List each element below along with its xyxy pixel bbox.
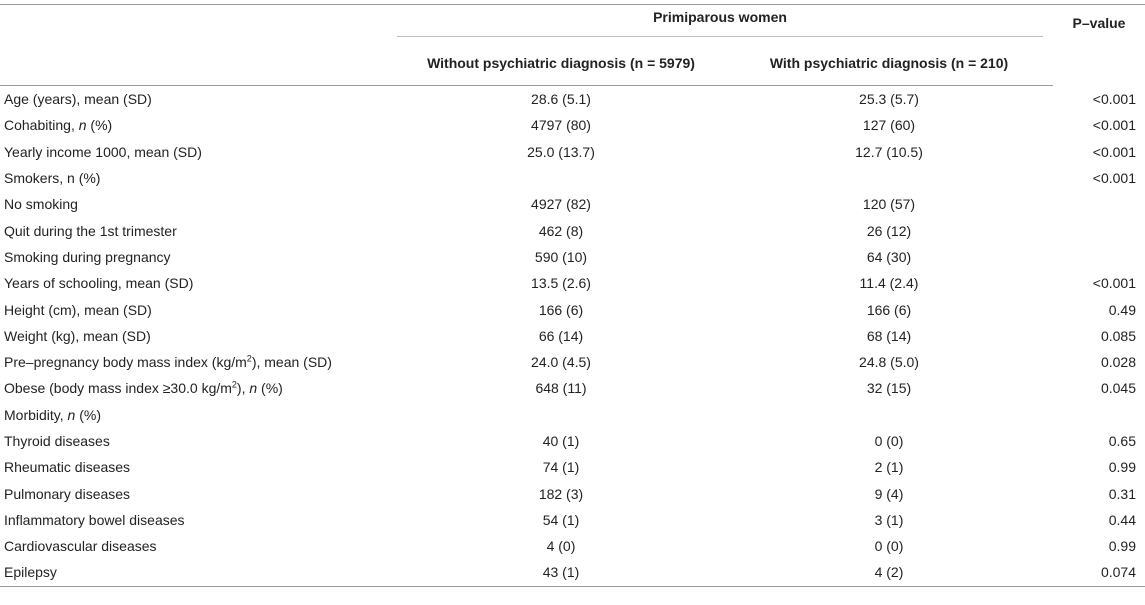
cell-without-diagnosis: 4797 (80) bbox=[531, 117, 591, 134]
table-row bbox=[0, 454, 1145, 480]
cell-without-diagnosis: 462 (8) bbox=[538, 222, 584, 239]
cell-with-diagnosis: 64 (30) bbox=[866, 248, 912, 265]
row-label bbox=[0, 296, 397, 322]
cell-p-value: 0.99 bbox=[1108, 538, 1136, 555]
cell-p-value: 0.99 bbox=[1108, 459, 1136, 476]
cell-p-value: 0.31 bbox=[1108, 485, 1136, 502]
col-header-with: With psychiatric diagnosis (n = 210) bbox=[725, 41, 1053, 86]
table-row bbox=[0, 191, 1145, 217]
cell-p-value: 0.045 bbox=[1100, 380, 1136, 397]
row-label-text: Yearly income 1000, mean (SD) bbox=[4, 143, 202, 160]
cell-p-value: <0.001 bbox=[1092, 143, 1136, 160]
row-label bbox=[0, 191, 397, 217]
cell-without-diagnosis bbox=[397, 165, 725, 191]
row-label-text: Weight (kg), mean (SD) bbox=[4, 327, 151, 344]
cell-without-diagnosis: 54 (1) bbox=[542, 511, 580, 528]
header-row-columns bbox=[0, 41, 1145, 86]
row-label bbox=[0, 86, 397, 113]
cell-with-diagnosis: 32 (15) bbox=[866, 380, 912, 397]
table-row bbox=[0, 507, 1145, 533]
table-row bbox=[0, 480, 1145, 506]
row-label bbox=[0, 165, 397, 191]
cell-with-diagnosis: 120 (57) bbox=[862, 196, 916, 213]
cell-with-diagnosis: 68 (14) bbox=[866, 327, 912, 344]
table-row bbox=[0, 533, 1145, 559]
cell-without-diagnosis: 590 (10) bbox=[534, 248, 588, 265]
row-label-text: Thyroid diseases bbox=[4, 433, 110, 449]
table-row bbox=[0, 559, 1145, 586]
cell-p-value bbox=[1053, 217, 1145, 243]
cell-without-diagnosis: 25.0 (13.7) bbox=[527, 143, 595, 160]
cell-without-diagnosis: 74 (1) bbox=[542, 459, 580, 476]
table-row bbox=[0, 402, 1145, 428]
row-label-text: (%) bbox=[86, 117, 113, 134]
cell-without-diagnosis: 66 (14) bbox=[538, 327, 584, 344]
cell-p-value: <0.001 bbox=[1092, 275, 1136, 292]
cell-without-diagnosis: 182 (3) bbox=[538, 485, 584, 502]
row-label-text: Morbidity, bbox=[4, 406, 68, 423]
row-label-text: Rheumatic diseases bbox=[4, 459, 131, 476]
row-label-text: Years of schooling, mean (SD) bbox=[4, 275, 194, 292]
cell-with-diagnosis: 9 (4) bbox=[874, 485, 904, 502]
cell-without-diagnosis: 40 (1) bbox=[542, 433, 580, 449]
cell-with-diagnosis: 11.4 (2.4) bbox=[859, 275, 919, 292]
cell-without-diagnosis bbox=[397, 402, 725, 428]
cell-p-value bbox=[1053, 191, 1145, 217]
row-label bbox=[0, 454, 397, 480]
row-label bbox=[0, 428, 397, 454]
table-row bbox=[0, 244, 1145, 270]
group-header-label: Primiparous women bbox=[397, 9, 1043, 37]
row-label bbox=[0, 533, 397, 559]
row-label bbox=[0, 244, 397, 270]
table-body bbox=[0, 86, 1145, 587]
row-label-italic: n bbox=[78, 117, 87, 134]
row-label bbox=[0, 270, 397, 296]
table-row bbox=[0, 139, 1145, 165]
row-label-text: ), bbox=[236, 380, 250, 397]
table-row bbox=[0, 217, 1145, 243]
table-row bbox=[0, 86, 1145, 113]
row-label-text: Age (years), mean (SD) bbox=[4, 91, 152, 108]
row-label-italic: n bbox=[249, 380, 258, 397]
table-row bbox=[0, 375, 1145, 401]
row-label-italic: n bbox=[67, 406, 76, 423]
row-label bbox=[0, 402, 397, 428]
row-label-text: Epilepsy bbox=[4, 564, 57, 581]
table-row bbox=[0, 270, 1145, 296]
row-label bbox=[0, 217, 397, 243]
cell-with-diagnosis: 127 (60) bbox=[862, 117, 916, 134]
cell-with-diagnosis: 24.8 (5.0) bbox=[859, 354, 919, 371]
row-label-text: Height (cm), mean (SD) bbox=[4, 301, 152, 318]
cell-p-value: 0.44 bbox=[1108, 511, 1136, 528]
row-label-superscript: 2 bbox=[246, 353, 252, 364]
cell-with-diagnosis: 3 (1) bbox=[874, 511, 904, 528]
row-label-text: Inflammatory bowel diseases bbox=[4, 511, 185, 528]
cell-without-diagnosis: 24.0 (4.5) bbox=[531, 354, 591, 371]
cell-with-diagnosis: 2 (1) bbox=[874, 459, 904, 476]
cell-without-diagnosis: 4 (0) bbox=[546, 538, 576, 555]
row-label-text: Cardiovascular diseases bbox=[4, 538, 157, 555]
cell-without-diagnosis: 13.5 (2.6) bbox=[531, 275, 591, 292]
row-label-text: Obese (body mass index ≥30.0 kg/m bbox=[4, 380, 232, 397]
cell-with-diagnosis: 12.7 (10.5) bbox=[855, 143, 923, 160]
cell-with-diagnosis bbox=[725, 165, 1053, 191]
cell-with-diagnosis bbox=[725, 402, 1053, 428]
row-label bbox=[0, 480, 397, 506]
table-row bbox=[0, 428, 1145, 454]
row-label-text: ), mean (SD) bbox=[251, 354, 332, 371]
row-label-text: (%) bbox=[75, 406, 102, 423]
cell-p-value: <0.001 bbox=[1092, 90, 1136, 107]
table-row bbox=[0, 323, 1145, 349]
cell-p-value: 0.49 bbox=[1108, 301, 1136, 318]
row-label bbox=[0, 323, 397, 349]
group-header bbox=[397, 5, 1053, 42]
cell-with-diagnosis: 25.3 (5.7) bbox=[859, 91, 919, 108]
row-label bbox=[0, 139, 397, 165]
table-row bbox=[0, 165, 1145, 191]
cell-with-diagnosis: 0 (0) bbox=[874, 433, 904, 449]
pvalue-header: P–value bbox=[1053, 5, 1145, 86]
cell-p-value: 0.085 bbox=[1100, 327, 1136, 344]
cell-without-diagnosis: 166 (6) bbox=[538, 301, 584, 318]
cell-without-diagnosis: 28.6 (5.1) bbox=[531, 91, 591, 108]
row-label-text: Pre–pregnancy body mass index (kg/m bbox=[4, 354, 247, 371]
row-label-superscript: 2 bbox=[231, 379, 237, 390]
row-label bbox=[0, 349, 397, 375]
cell-p-value: 0.074 bbox=[1053, 559, 1145, 586]
cell-p-value: 0.65 bbox=[1108, 433, 1136, 449]
row-label-text: Pulmonary diseases bbox=[4, 485, 131, 502]
table-row bbox=[0, 112, 1145, 138]
header-blank-cell bbox=[0, 5, 397, 42]
cell-p-value bbox=[1053, 244, 1145, 270]
row-label-text: No smoking bbox=[4, 196, 78, 213]
table-row bbox=[0, 349, 1145, 375]
col-header-without: Without psychiatric diagnosis (n = 5979) bbox=[397, 41, 725, 86]
demographics-table bbox=[0, 4, 1145, 587]
cell-without-diagnosis: 648 (11) bbox=[535, 380, 587, 397]
cell-with-diagnosis: 0 (0) bbox=[874, 538, 904, 555]
header-row-group bbox=[0, 5, 1145, 42]
cell-p-value: <0.001 bbox=[1092, 170, 1136, 187]
row-label bbox=[0, 112, 397, 138]
row-label bbox=[0, 507, 397, 533]
row-label-text: Smoking during pregnancy bbox=[4, 248, 171, 265]
cell-with-diagnosis: 26 (12) bbox=[866, 222, 912, 239]
row-label-text: (%) bbox=[257, 380, 283, 397]
row-label bbox=[0, 375, 397, 401]
row-label-text: Smokers, n (%) bbox=[4, 170, 101, 187]
row-label-text: Cohabiting, bbox=[4, 117, 79, 134]
table-row bbox=[0, 296, 1145, 322]
cell-without-diagnosis: 4927 (82) bbox=[531, 196, 591, 213]
row-label-text: Quit during the 1st trimester bbox=[4, 222, 177, 239]
cell-with-diagnosis: 4 (2) bbox=[725, 559, 1053, 586]
cell-p-value: 0.028 bbox=[1100, 354, 1136, 371]
cell-p-value bbox=[1053, 402, 1145, 428]
cell-without-diagnosis: 43 (1) bbox=[397, 559, 725, 586]
cell-p-value: <0.001 bbox=[1092, 117, 1136, 134]
cell-with-diagnosis: 166 (6) bbox=[866, 301, 912, 318]
row-label bbox=[0, 559, 397, 586]
header-blank-cell bbox=[0, 41, 397, 86]
